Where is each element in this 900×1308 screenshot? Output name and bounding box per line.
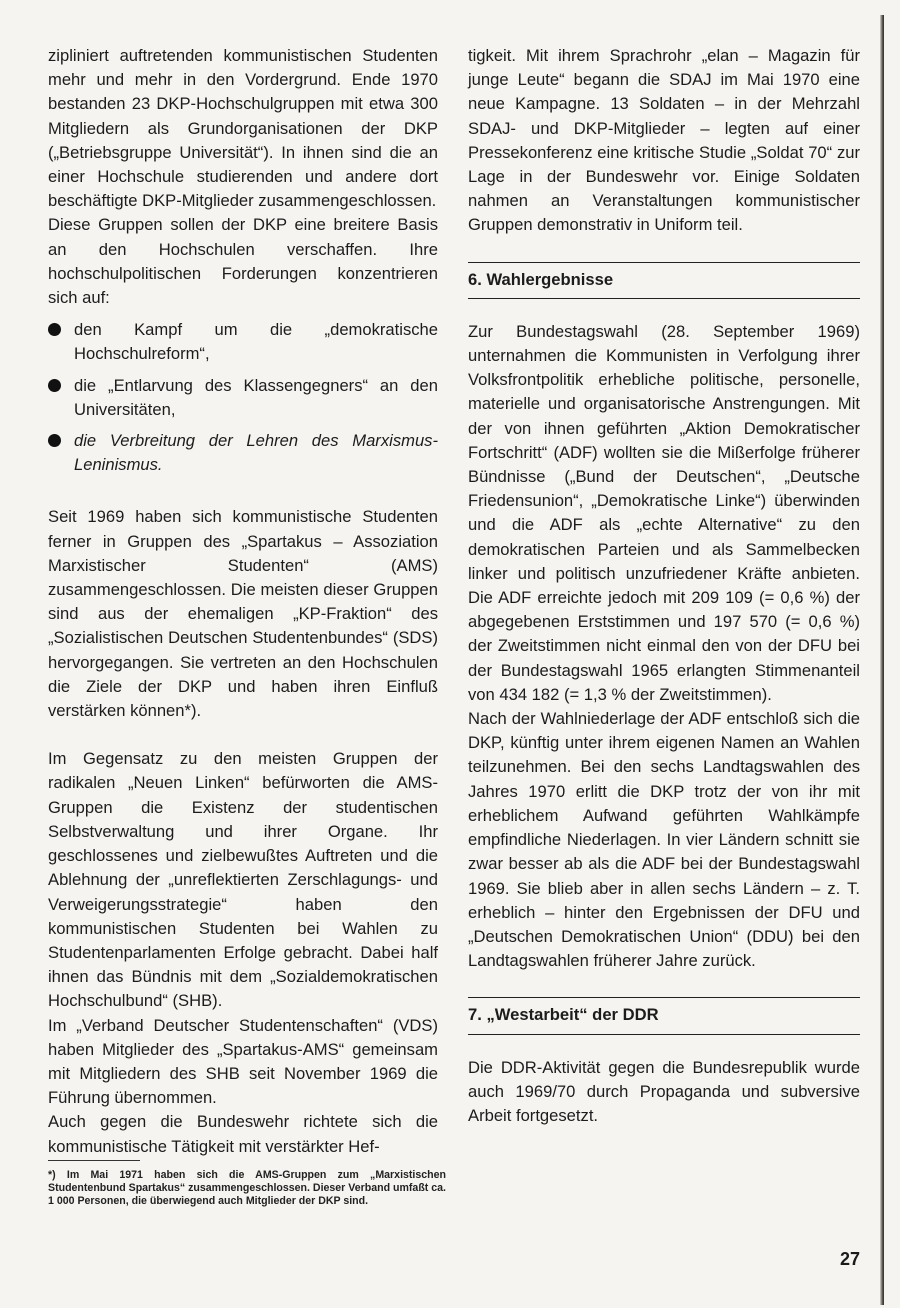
bullet-dot-icon bbox=[48, 323, 61, 336]
left-paragraph-3: Seit 1969 haben sich kommunistische Studenten ferner in Gruppen des „Spartakus – Assoziation Marxistischer Studenten“ (AMS) zusammengeschlossen. Die meisten dieser Gruppen sind aus der ehemaligen „KP-Fraktion“ des „Sozialistischen Deutschen Studentenbundes“ (SDS) hervorgegangen. Sie vertreten an den Hochschulen die Ziele der DKP und haben ihren Einfluß verstärken können*). bbox=[48, 507, 438, 721]
left-column bbox=[48, 44, 438, 1159]
left-paragraph-6: Auch gegen die Bundeswehr richtete sich die kommunistische Tätigkeit mit verstärkter Hef- bbox=[48, 1112, 438, 1156]
right-paragraph-3: Nach der Wahlniederlage der ADF entschloß sich die DKP, künftig unter ihrem eigenen Namen an Wahlen teilzunehmen. Bei den sechs Landtagswahlen des Jahres 1970 erlitt die DKP trotz der von ihr mit erheblichem Aufwand geführten Wahlkämpfe empfindliche Niederlagen. In vier Ländern schnitt sie zwar besser ab als die ADF bei der Bundestagswahl 1969. Sie blieb aber in allen sechs Ländern – z. T. erheblich – hinter den Ergebnissen der DFU und „Deutschen Demokratischen Union“ (DDU) bei den Landtagswahlen früherer Jahre zurück. bbox=[468, 709, 860, 971]
bullet-dot-icon bbox=[48, 434, 61, 447]
right-paragraph-1: tigkeit. Mit ihrem Sprachrohr „elan – Magazin für junge Leute“ begann die SDAJ im Mai 1970 eine neue Kampagne. 13 Soldaten – in der Mehrzahl SDAJ- und DKP-Mitglieder – legten auf einer Pressekonferenz eine kritische Studie „Soldat 70“ zur Lage in der Bundeswehr vor. Einige Soldaten nahmen an Veranstaltungen kommunistischer Gruppen demonstrativ in Uniform teil. bbox=[468, 46, 860, 235]
page-number: 27 bbox=[839, 1249, 860, 1269]
left-paragraph-1: zipliniert auftretenden kommunistischen Studenten mehr und mehr in den Vordergrund. Ende 1970 bestanden 23 DKP-Hochschulgruppen mit etwa 300 Mitgliedern als Grundorganisationen der DKP („Betriebsgruppe Universität“). In ihnen sind die an einer Hochschule studierenden und andere dort beschäftigte DKP-Mitglieder zusammengeschlossen. bbox=[48, 46, 438, 211]
left-paragraph-4: Im Gegensatz zu den meisten Gruppen der radikalen „Neuen Linken“ befürworten die AMS-Gruppen die Existenz der studentischen Selbstverwaltung und ihrer Organe. Ihr geschlossenes und zielbewußtes Auftreten und die Ablehnung der „unreflektierten Zerschlagungs- und Verweigerungsstrategie“ haben den kommunistischen Studenten bei Wahlen zu Studentenparlamenten Erfolge gebracht. Dabei half ihnen das Bündnis mit dem „Sozialdemokratischen Hochschulbund“ (SHB). bbox=[48, 749, 438, 1011]
footnote-rule bbox=[48, 1160, 140, 1161]
list-item: die „Entlarvung des Klassengegners“ an den Universitäten, bbox=[48, 374, 438, 422]
list-item: die Verbreitung der Lehren des Marxismus-Leninismus. bbox=[48, 429, 438, 477]
footnote bbox=[48, 1160, 446, 1208]
right-paragraph-2: Zur Bundestagswahl (28. September 1969) unternahmen die Kommunisten in Verfolgung ihrer Volksfrontpolitik erhebliche politische, personelle, materielle und organisatorische Anstrengungen. Mit der von ihnen geführten „Aktion Demokratischer Fortschritt“ (ADF) wollten sie die Mißerfolge früherer Bündnisse („Bund der Deutschen“, „Deutsche Friedensunion“, „Demokratische Linke“) überwinden und die ADF als „echte Alternative“ zu den demokratischen Parteien und als Sammelbecken linker und politisch unzufriedener Kräfte anbieten. Die ADF erreichte jedoch mit 209 109 (= 0,6 %) der abgegebenen Erststimmen und 197 570 (= 0,6 %) der Zweitstimmen nicht einmal den von der DFU bei der Bundestagswahl 1965 erlangten Stimmenanteil von 434 182 (= 1,3 % der Zweitstimmen). bbox=[468, 321, 860, 704]
page-edge-shadow bbox=[880, 15, 884, 1305]
right-paragraph-4: Die DDR-Aktivität gegen die Bundesrepublik wurde auch 1969/70 durch Propaganda und subversive Arbeit fortgesetzt. bbox=[468, 1057, 860, 1125]
bullet-dot-icon bbox=[48, 379, 61, 392]
right-column bbox=[468, 44, 860, 1128]
left-paragraph-5: Im „Verband Deutscher Studentenschaften“ (VDS) haben Mitglieder des „Spartakus-AMS“ gemeinsam mit Mitgliedern des SHB seit November 1969 die Führung übernommen. bbox=[48, 1015, 438, 1108]
section-heading-westarbeit: 7. „Westarbeit“ der DDR bbox=[468, 997, 860, 1034]
section-heading-wahlergebnisse: 6. Wahlergebnisse bbox=[468, 262, 860, 299]
footnote-text: *) Im Mai 1971 haben sich die AMS-Gruppen zum „Marxistischen Studentenbund Spartakus“ zusammengeschlossen. Dieser Verband umfaßt ca. 1 000 Personen, die überwiegend auch Mitglieder der DKP sind. bbox=[48, 1169, 446, 1207]
left-paragraph-2: Diese Gruppen sollen der DKP eine breitere Basis an den Hochschulen verschaffen. Ihre hochschulpolitischen Forderungen konzentrieren sich auf: bbox=[48, 215, 438, 308]
demands-list bbox=[48, 318, 438, 477]
list-item: den Kampf um die „demokratische Hochschulreform“, bbox=[48, 318, 438, 366]
